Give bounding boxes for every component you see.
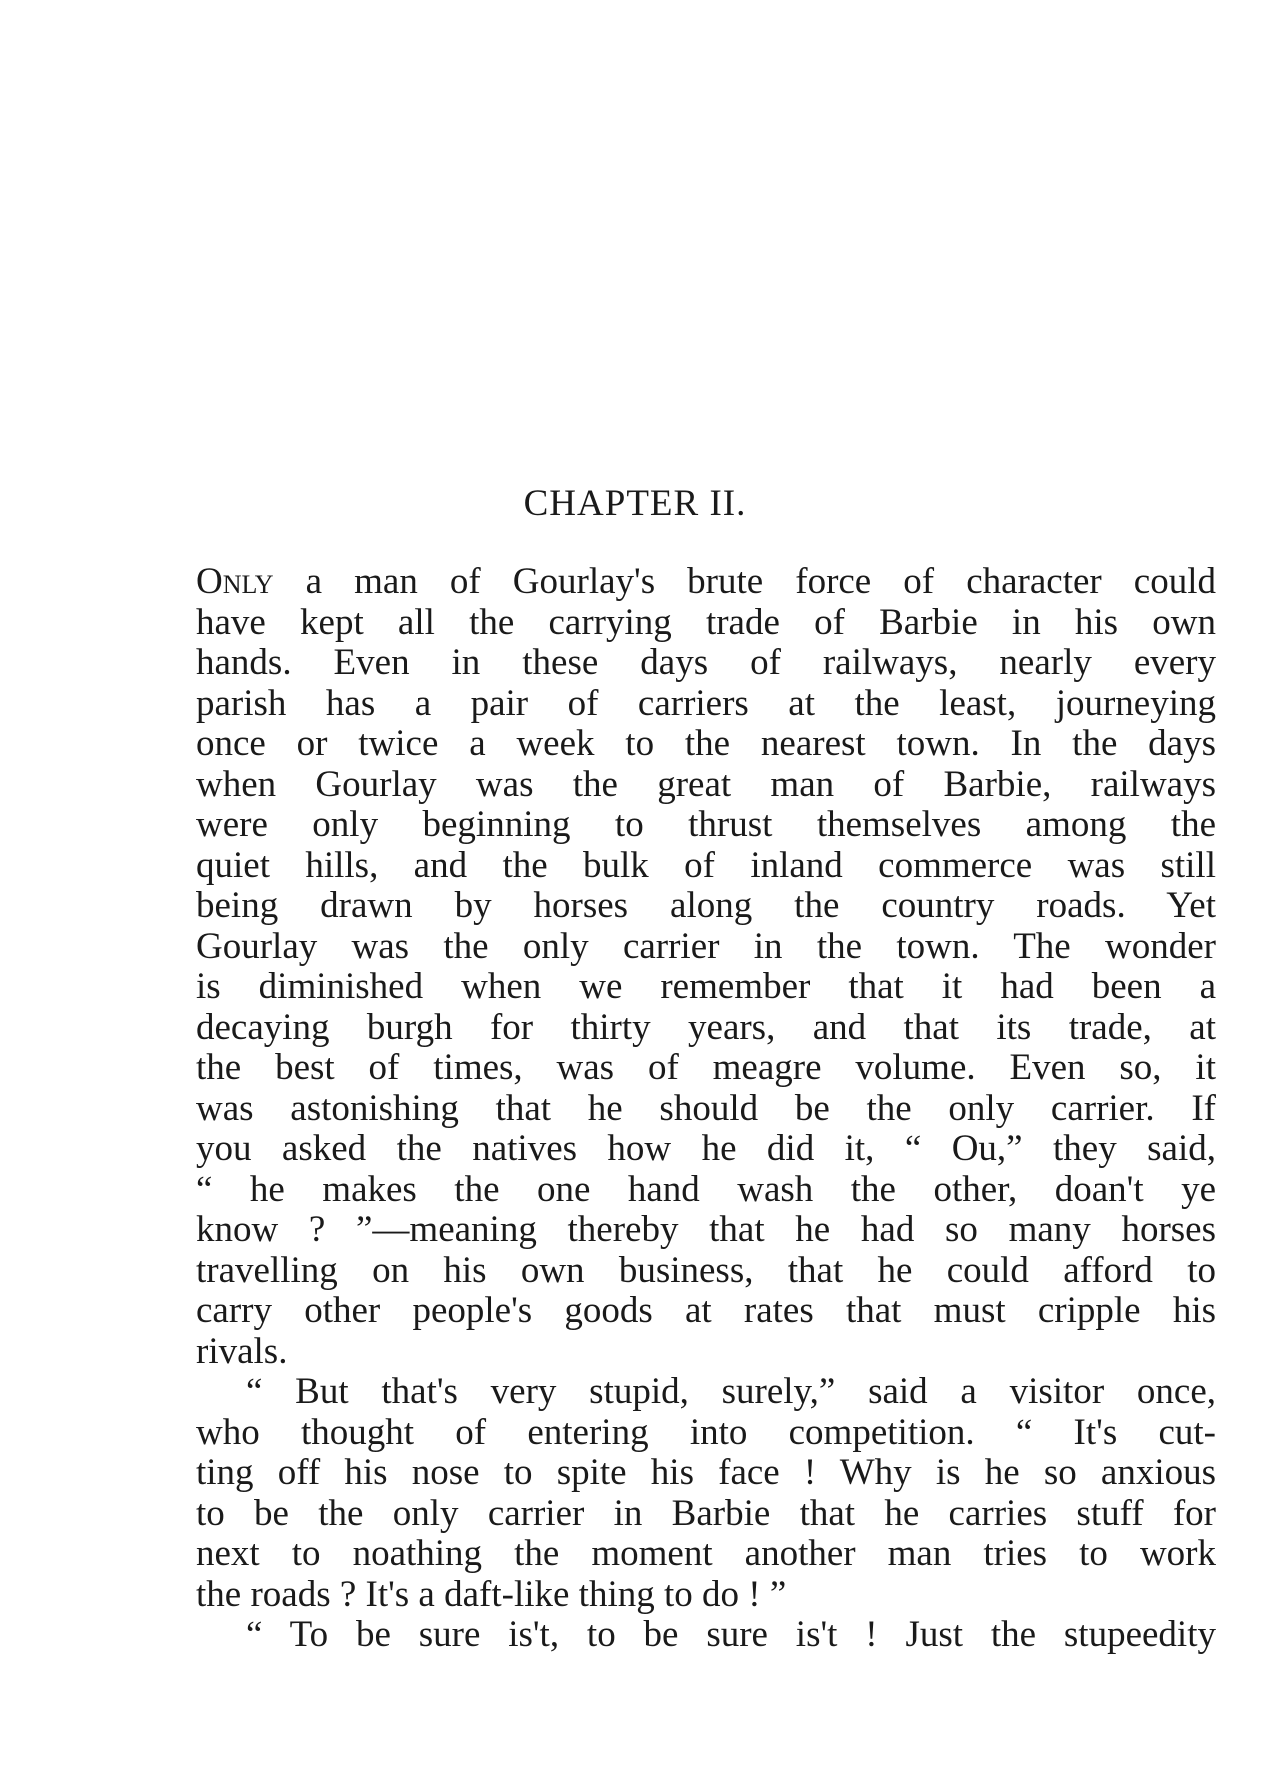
text-line: rivals. <box>196 1330 288 1372</box>
text-line: hands. Even in these days of railways, nearly every <box>196 642 1216 683</box>
text-line: you asked the natives how he did it, “ Ou,” they said, <box>196 1128 1216 1169</box>
text-line: to be the only carrier in Barbie that he carries stuff for <box>196 1492 1216 1534</box>
text-line: was astonishing that he should be the only carrier. If <box>196 1087 1216 1129</box>
text-line: know ? ”—meaning thereby that he had so many horses <box>196 1209 1216 1250</box>
text-line: quiet hills, and the bulk of inland commerce was still <box>196 844 1216 886</box>
text-line: have kept all the carrying trade of Barbie in his own <box>196 601 1216 643</box>
text-line: being drawn by horses along the country roads. Yet <box>196 885 1216 926</box>
text-line: parish has a pair of carriers at the least, journeying <box>196 682 1216 724</box>
text-line: ting off his nose to spite his face ! Why is he so anxious <box>196 1452 1216 1493</box>
text-line: carry other people's goods at rates that must cripple his <box>196 1290 1216 1331</box>
text-line: when Gourlay was the great man of Barbie, railways <box>196 763 1216 805</box>
text-line: “ To be sure is't, to be sure is't ! Just the stupeedity <box>246 1614 1216 1655</box>
body-text <box>196 562 1216 1656</box>
text-line: travelling on his own business, that he could afford to <box>196 1249 1216 1291</box>
opening-word: Only <box>196 561 274 602</box>
chapter-title: CHAPTER II. <box>523 483 747 524</box>
text-line: “ he makes the one hand wash the other, doan't ye <box>196 1168 1216 1210</box>
text-line: “ But that's very stupid, surely,” said a visitor once, <box>246 1371 1216 1412</box>
text-line: were only beginning to thrust themselves among the <box>196 804 1216 845</box>
text-line: is diminished when we remember that it had been a <box>196 966 1216 1007</box>
text-line: the roads ? It's a daft-like thing to do ! ” <box>196 1573 787 1615</box>
text-line: the best of times, was of meagre volume. Even so, it <box>196 1047 1216 1088</box>
text-line: Only a man of Gourlay's brute force of character could <box>196 561 1216 602</box>
text-line: who thought of entering into competition. “ It's cut- <box>196 1411 1216 1453</box>
text-line: next to noathing the moment another man tries to work <box>196 1533 1216 1574</box>
text-line: decaying burgh for thirty years, and that its trade, at <box>196 1006 1216 1048</box>
text-line: Gourlay was the only carrier in the town. The wonder <box>196 925 1216 967</box>
text-line: once or twice a week to the nearest town. In the days <box>196 723 1216 764</box>
